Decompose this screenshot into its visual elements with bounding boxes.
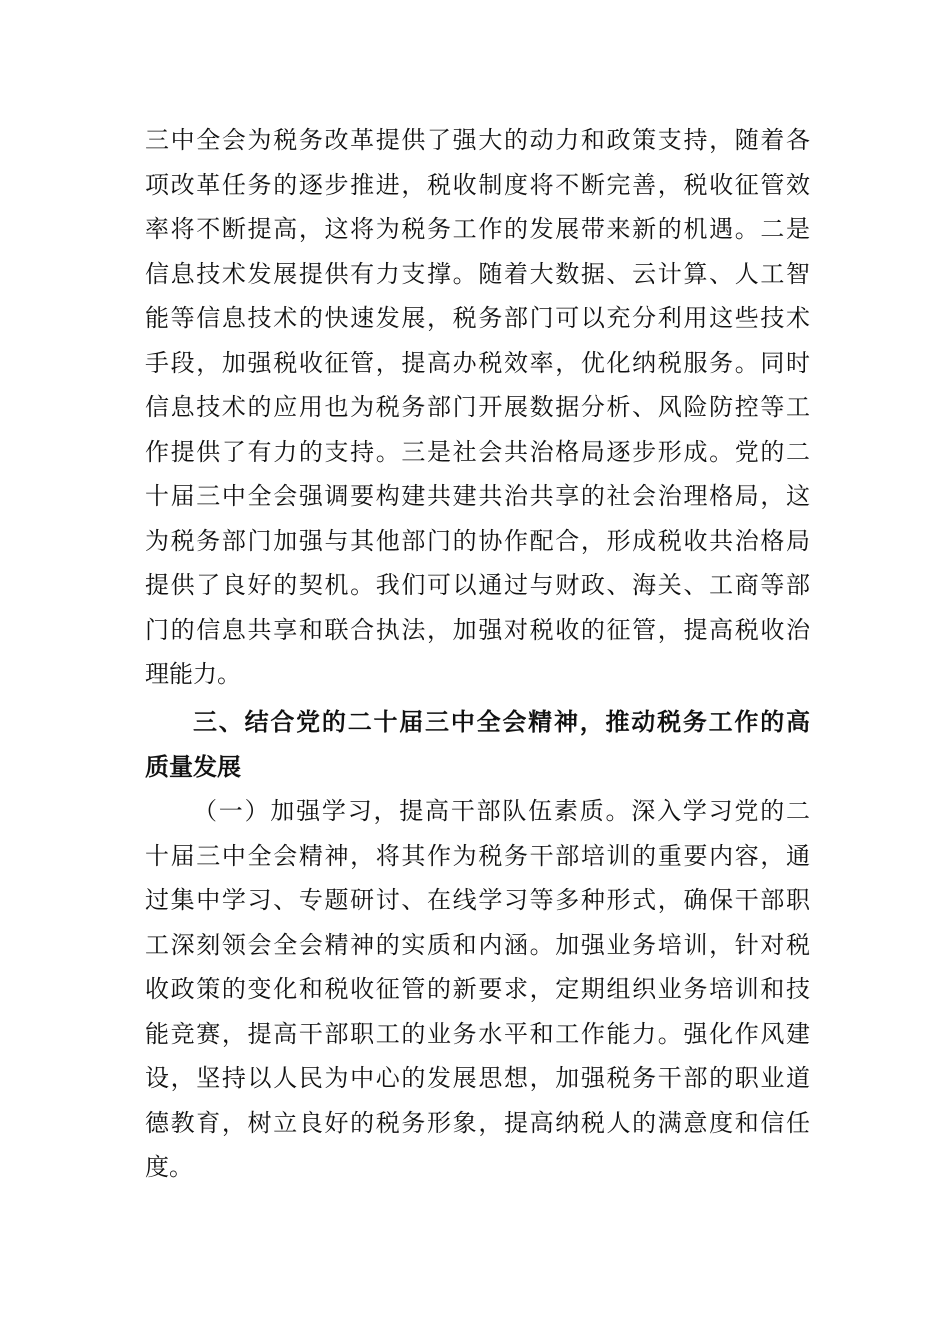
paragraph-line: 能竞赛，提高干部职工的业务水平和工作能力。强化作风建 [145,1019,810,1048]
paragraph-line: 能等信息技术的快速发展，税务部门可以充分利用这些技术 [145,304,810,332]
paragraph-line: 门的信息共享和联合执法，加强对税收的征管，提高税收治 [145,615,810,644]
paragraph-line: 手段，加强税收征管，提高办税效率，优化纳税服务。同时 [145,348,810,377]
paragraph-line: 三中全会为税务改革提供了强大的动力和政策支持，随着各 [145,126,810,154]
paragraph-line: 过集中学习、专题研讨、在线学习等多种形式，确保干部职 [145,886,810,914]
paragraph-line: 工深刻领会全会精神的实质和内涵。加强业务培训，针对税 [145,930,810,959]
paragraph-line: 设，坚持以人民为中心的发展思想，加强税务干部的职业道 [145,1064,810,1092]
paragraph-line: 信息技术发展提供有力支撑。随着大数据、云计算、人工智 [145,259,810,288]
paragraph-line: 理能力。 [145,660,241,688]
body-paragraph-2 [145,789,810,1190]
paragraph-line: 十届三中全会强调要构建共建共治共享的社会治理格局，这 [145,482,810,510]
paragraph-line: 收政策的变化和税收征管的新要求，定期组织业务培训和技 [145,975,810,1003]
section-heading [145,700,810,789]
paragraph-line: 提供了良好的契机。我们可以通过与财政、海关、工商等部 [145,571,810,599]
heading-line: 三、结合党的二十届三中全会精神，推动税务工作的高 [193,708,810,736]
paragraph-line: （一）加强学习，提高干部队伍素质。深入学习党的二 [193,797,810,825]
paragraph-line: 为税务部门加强与其他部门的协作配合，形成税收共治格局 [145,526,810,555]
paragraph-line: 作提供了有力的支持。三是社会共治格局逐步形成。党的二 [145,437,810,466]
heading-line: 质量发展 [145,752,241,781]
paragraph-line: 信息技术的应用也为税务部门开展数据分析、风险防控等工 [145,393,810,421]
paragraph-line: 德教育，树立良好的税务形象，提高纳税人的满意度和信任 [145,1108,810,1137]
paragraph-line: 项改革任务的逐步推进，税收制度将不断完善，税收征管效 [145,170,810,199]
paragraph-line: 十届三中全会精神，将其作为税务干部培训的重要内容，通 [145,841,810,870]
body-paragraph-1 [145,118,810,697]
paragraph-line: 度。 [145,1153,193,1181]
paragraph-line: 率将不断提高，这将为税务工作的发展带来新的机遇。二是 [145,215,810,243]
